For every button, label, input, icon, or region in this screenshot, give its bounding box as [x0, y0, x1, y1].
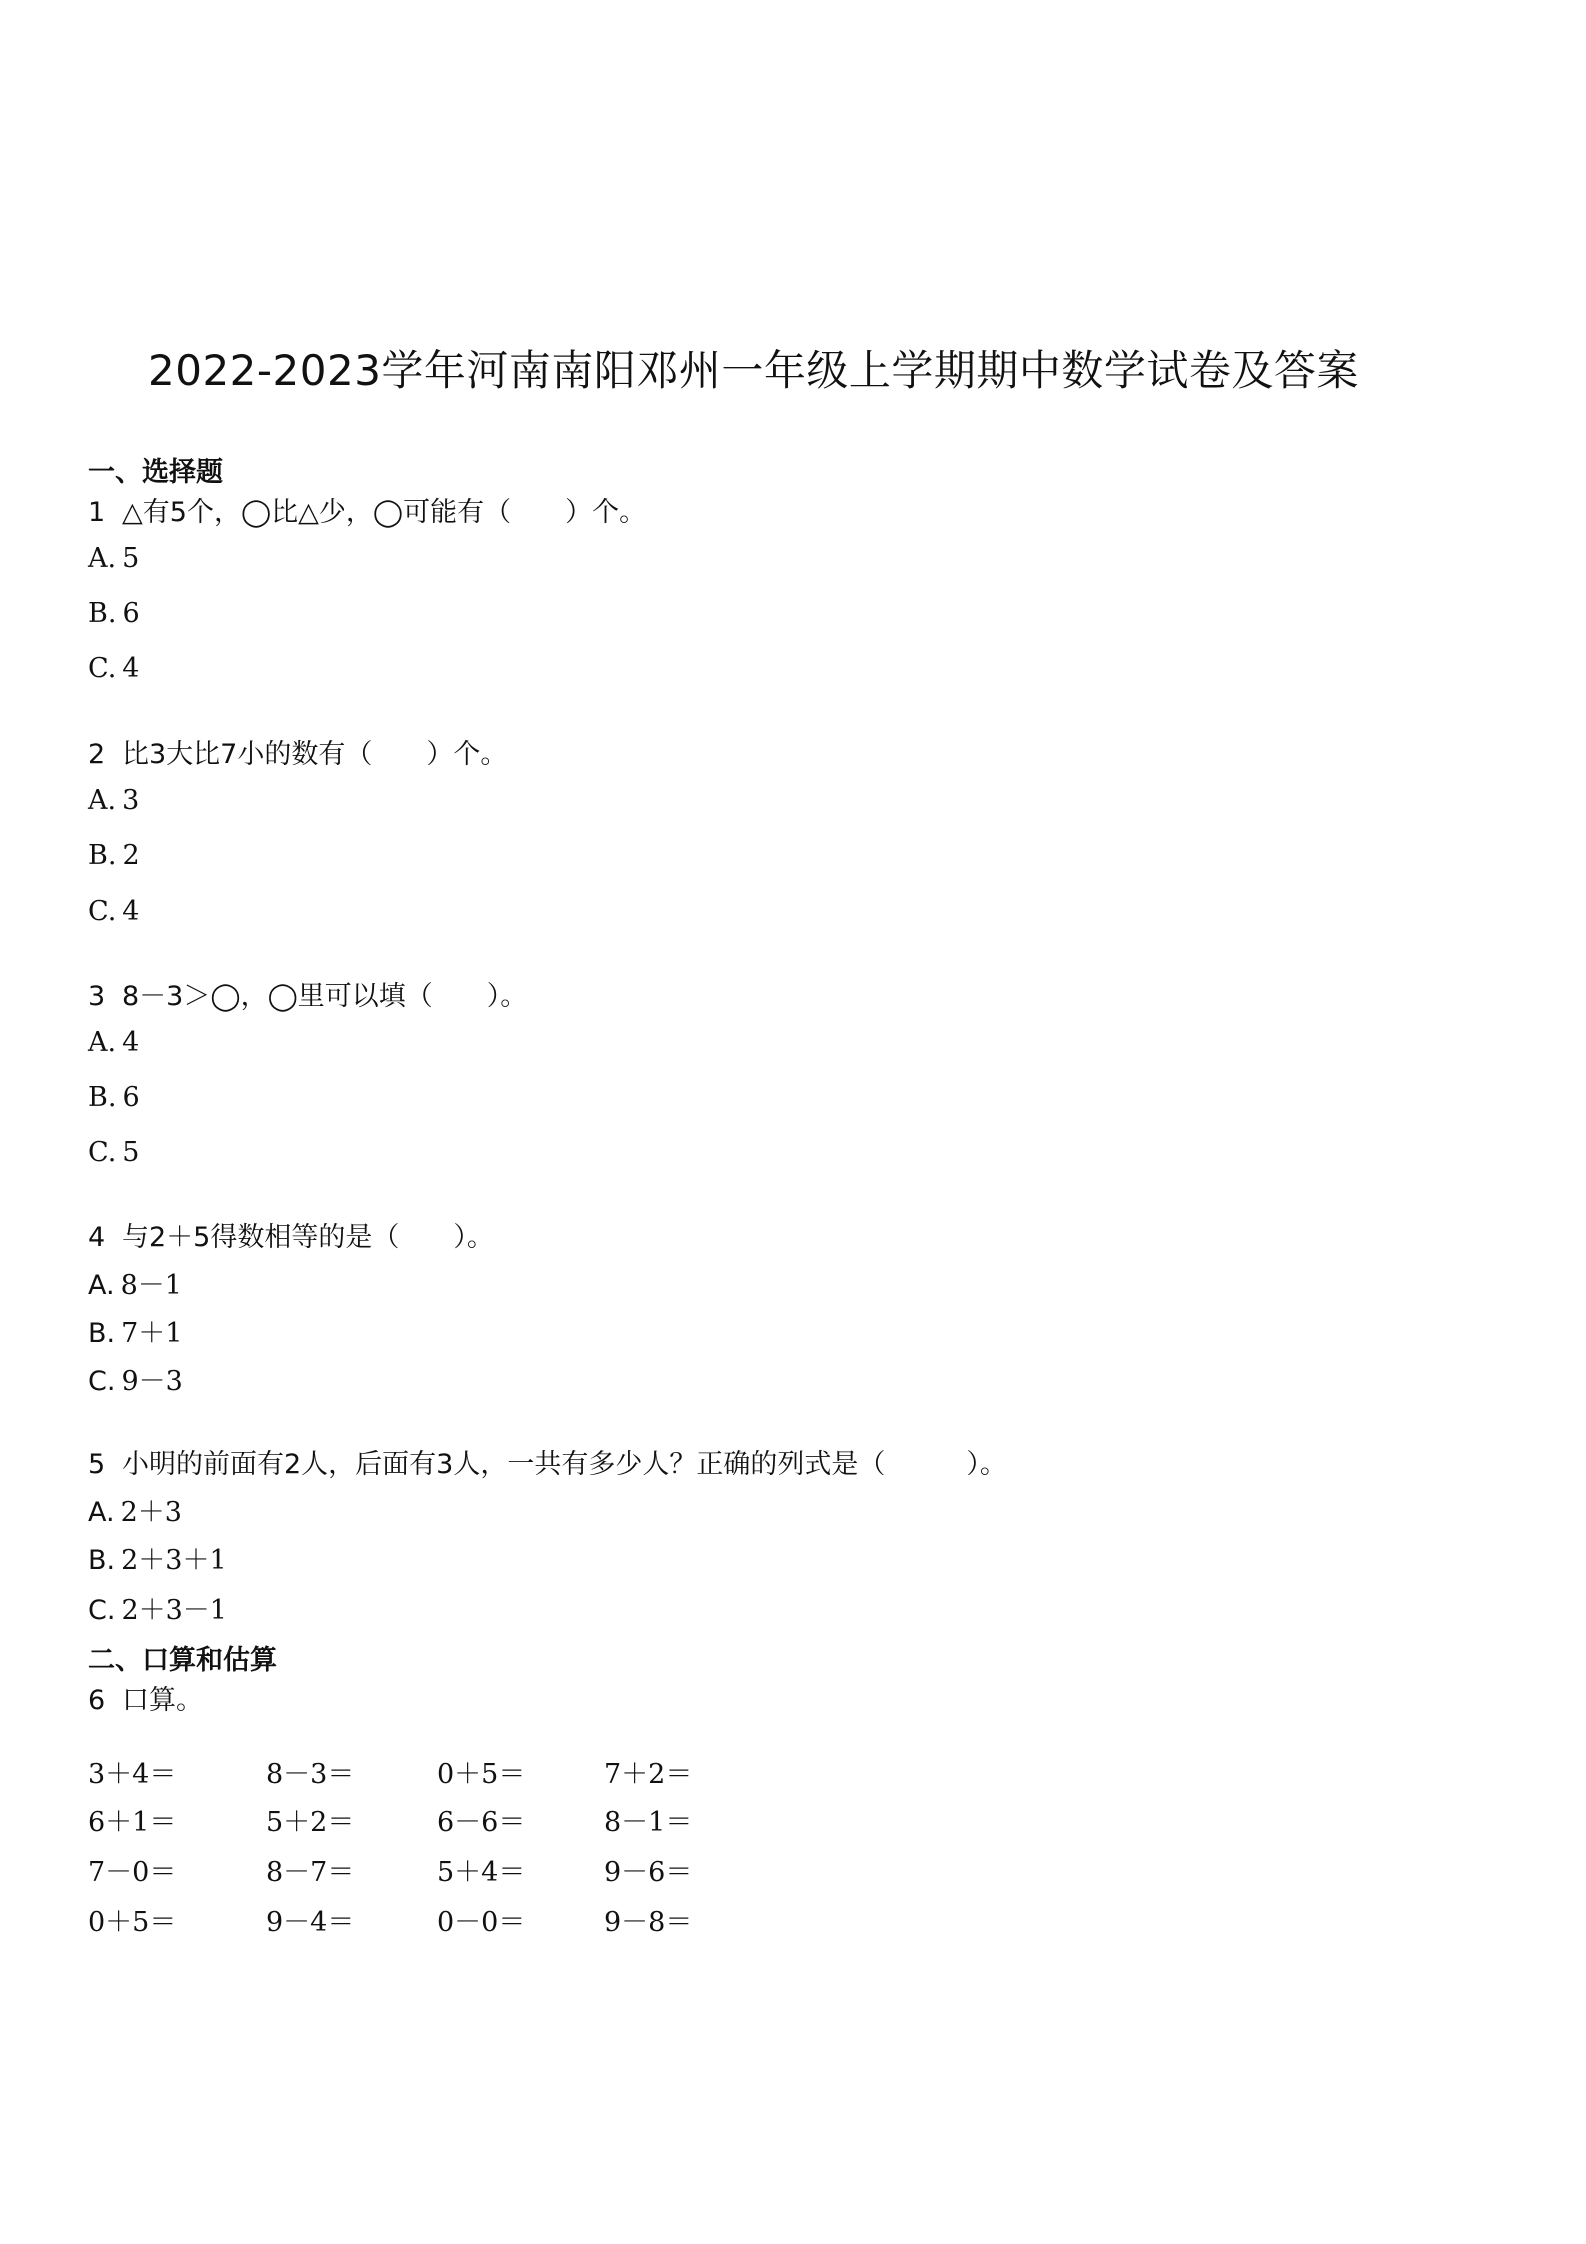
calc-item: 9－6＝ — [604, 1857, 693, 1888]
option-c: C. 9－3 — [88, 1366, 183, 1397]
calc-item: 7－0＝ — [88, 1857, 177, 1888]
question-1 — [88, 490, 646, 529]
section-heading-choice: 一、选择题 — [88, 457, 223, 488]
option-c: C. 4 — [88, 896, 140, 927]
calc-item: 8－7＝ — [266, 1857, 355, 1888]
question-number: 1 — [88, 497, 106, 528]
question-text: 口算。 — [122, 1685, 203, 1716]
calc-item: 9－4＝ — [266, 1907, 355, 1938]
question-text: △有5个，◯比△少，◯可能有（ ）个。 — [122, 497, 647, 528]
question-5 — [88, 1442, 1007, 1481]
question-4 — [88, 1215, 494, 1254]
question-text: 小明的前面有2人，后面有3人，一共有多少人？正确的列式是（ ）。 — [122, 1449, 1007, 1480]
question-number: 5 — [88, 1449, 106, 1480]
calc-item: 8－1＝ — [604, 1807, 693, 1838]
option-b: B. 6 — [88, 1082, 140, 1113]
question-text: 与2＋5得数相等的是（ ）。 — [122, 1222, 494, 1253]
calc-item: 6－6＝ — [437, 1807, 526, 1838]
question-number: 2 — [88, 739, 106, 770]
option-c: C. 2＋3－1 — [88, 1595, 227, 1626]
option-c: C. 4 — [88, 653, 140, 684]
option-a: A. 4 — [88, 1027, 140, 1058]
question-text: 比3大比7小的数有（ ）个。 — [122, 739, 508, 770]
option-b: B. 2 — [88, 840, 140, 871]
option-b: B. 7＋1 — [88, 1318, 183, 1349]
calc-item: 0＋5＝ — [437, 1759, 526, 1790]
option-c: C. 5 — [88, 1137, 140, 1168]
option-b: B. 6 — [88, 598, 140, 629]
question-6 — [88, 1678, 203, 1717]
calc-item: 3＋4＝ — [88, 1759, 177, 1790]
option-b: B. 2＋3＋1 — [88, 1545, 227, 1576]
section-heading-mental: 二、口算和估算 — [88, 1645, 277, 1676]
question-2 — [88, 732, 507, 771]
question-number: 4 — [88, 1222, 106, 1253]
calc-item: 5＋2＝ — [266, 1807, 355, 1838]
calc-item: 5＋4＝ — [437, 1857, 526, 1888]
question-number: 6 — [88, 1685, 106, 1716]
question-number: 3 — [88, 981, 106, 1012]
option-a: A. 2＋3 — [88, 1497, 182, 1528]
calc-item: 6＋1＝ — [88, 1807, 177, 1838]
question-text: 8－3＞◯，◯里可以填（ ）。 — [122, 981, 528, 1012]
calc-item: 7＋2＝ — [604, 1759, 693, 1790]
option-a: A. 3 — [88, 785, 140, 816]
calc-item: 8－3＝ — [266, 1759, 355, 1790]
page-title: 2022-2023学年河南南阳邓州一年级上学期期中数学试卷及答案 — [148, 346, 1359, 395]
question-3 — [88, 974, 527, 1013]
calc-item: 0＋5＝ — [88, 1907, 177, 1938]
calc-item: 9－8＝ — [604, 1907, 693, 1938]
option-a: A. 5 — [88, 543, 140, 574]
option-a: A. 8－1 — [88, 1270, 182, 1301]
calc-item: 0－0＝ — [437, 1907, 526, 1938]
